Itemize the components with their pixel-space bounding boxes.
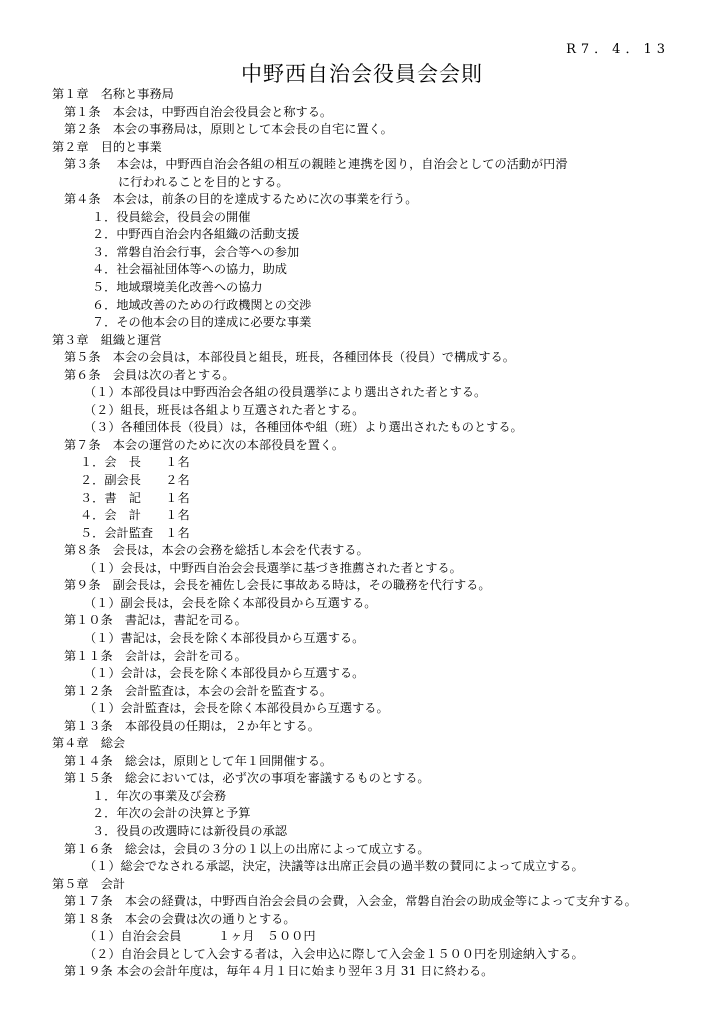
list-item: ２．中野西自治会内各組織の活動支援 (92, 227, 300, 242)
clause: （１）会長は，中野西自治会会長選挙に基づき推薦された者とする。 (84, 560, 462, 575)
clause: （１）書記は，会長を除く本部役員から互選する。 (84, 630, 365, 645)
article: 第１４条 総会は，原則として年１回開催する。 (64, 753, 333, 768)
article: 第１２条 会計監査は，本会の会計を監査する。 (64, 683, 333, 698)
article: 第２条 本会の事務局は，原則として本会長の自宅に置く。 (64, 122, 393, 137)
article: 第８条 会長は，本会の会務を総括し本会を代表する。 (64, 543, 369, 558)
clause: （１）副会長は，会長を除く本部役員から互選する。 (84, 595, 377, 610)
article: 第４条 本会は，前条の目的を達成するために次の事業を行う。 (64, 192, 418, 207)
article: 第１８条 本会の会費は次の通りとする。 (64, 911, 296, 926)
chapter-heading: 第４章 総会 (52, 736, 126, 751)
clause: （２）組長，班長は各組より互選された者とする。 (84, 402, 365, 417)
chapter-heading: 第２章 目的と事業 (52, 139, 162, 154)
list-item: ３．常磐自治会行事，会合等への参加 (92, 244, 300, 259)
document-body (0, 86, 724, 981)
article-continuation: に行われることを目的とする。 (118, 174, 289, 189)
list-item: １．役員総会，役員会の開催 (92, 209, 251, 224)
revision-date: R7．4．13 (566, 42, 670, 57)
article: 第５条 本会の会員は，本部役員と組長，班長，各種団体長（役員）で構成する。 (64, 350, 515, 365)
officer-item: ２．副会長 ２名 (80, 473, 190, 488)
list-item: ４．社会福祉団体等への協力，助成 (92, 262, 287, 277)
article: 第１１条 会計は，会計を司る。 (64, 648, 247, 663)
officer-item: ４．会 計 １名 (80, 508, 190, 523)
chapter-heading: 第１章 名称と事務局 (52, 87, 174, 101)
article: 第１９条 本会の会計年度は，毎年４月１日に始まり翌年３月 31 日に終わる。 (64, 964, 494, 979)
article: 第７条 本会の運営のために次の本部役員を置く。 (64, 437, 345, 452)
clause: （３）各種団体長（役員）は，各種団体や組（班）より選出されたものとする。 (84, 420, 523, 435)
list-item: １．年次の事業及び会務 (92, 788, 227, 803)
clause: （１）自治会会員 １ヶ月 ５００円 (84, 929, 316, 944)
article: 第１条 本会は，中野西自治会役員会と称する。 (64, 104, 333, 119)
article: 第１６条 総会は，会員の３分の１以上の出席によって成立する。 (64, 841, 430, 856)
officer-item: ５．会計監査 １名 (80, 525, 190, 540)
officer-item: ３．書 記 １名 (80, 490, 190, 505)
officer-item: １．会 長 １名 (80, 455, 190, 470)
list-item: ７．その他本会の目的達成に必要な事業 (92, 315, 312, 330)
list-item: ３．役員の改選時には新役員の承認 (92, 823, 287, 838)
chapter-heading: 第５章 会計 (52, 876, 126, 891)
article: 第１３条 本部役員の任期は，２か年とする。 (64, 718, 320, 733)
chapter-heading: 第３章 組織と運営 (52, 332, 162, 347)
article: 第３条 本会は，中野西自治会各組の相互の親睦と連携を図り，自治会としての活動が円滑 (64, 157, 568, 172)
clause: （１）会計は，会長を除く本部役員から互選する。 (84, 666, 365, 681)
clause: （１）本部役員は中野西治会各組の役員選挙により選出された者とする。 (84, 385, 487, 400)
list-item: ６．地域改善のための行政機関との交渉 (92, 297, 312, 312)
article: 第６条 会員は次の者とする。 (64, 367, 235, 382)
list-item: ２．年次の会計の決算と予算 (92, 806, 251, 821)
article: 第９条 副会長は，会長を補佐し会長に事故ある時は，その職務を代行する。 (64, 578, 491, 593)
article: 第１５条 総会においては，必ず次の事項を審議するものとする。 (64, 771, 430, 786)
clause: （２）自治会員として入会する者は，入会申込に際して入会金１５００円を別途納入する。 (84, 946, 584, 961)
document-title: 中野西自治会役員会会則 (241, 62, 483, 86)
article: 第１０条 書記は，書記を司る。 (64, 613, 247, 628)
clause: （１）総会でなされる承認，決定，決議等は出席正会員の過半数の賛同によって成立する。 (84, 859, 584, 874)
list-item: ５．地域環境美化改善への協力 (92, 280, 263, 295)
clause: （１）会計監査は，会長を除く本部役員から互選する。 (84, 701, 389, 716)
article: 第１７条 本会の経費は，中野西自治会会員の会費，入会金，常磐自治会の助成金等によって支弁する。 (64, 894, 637, 909)
